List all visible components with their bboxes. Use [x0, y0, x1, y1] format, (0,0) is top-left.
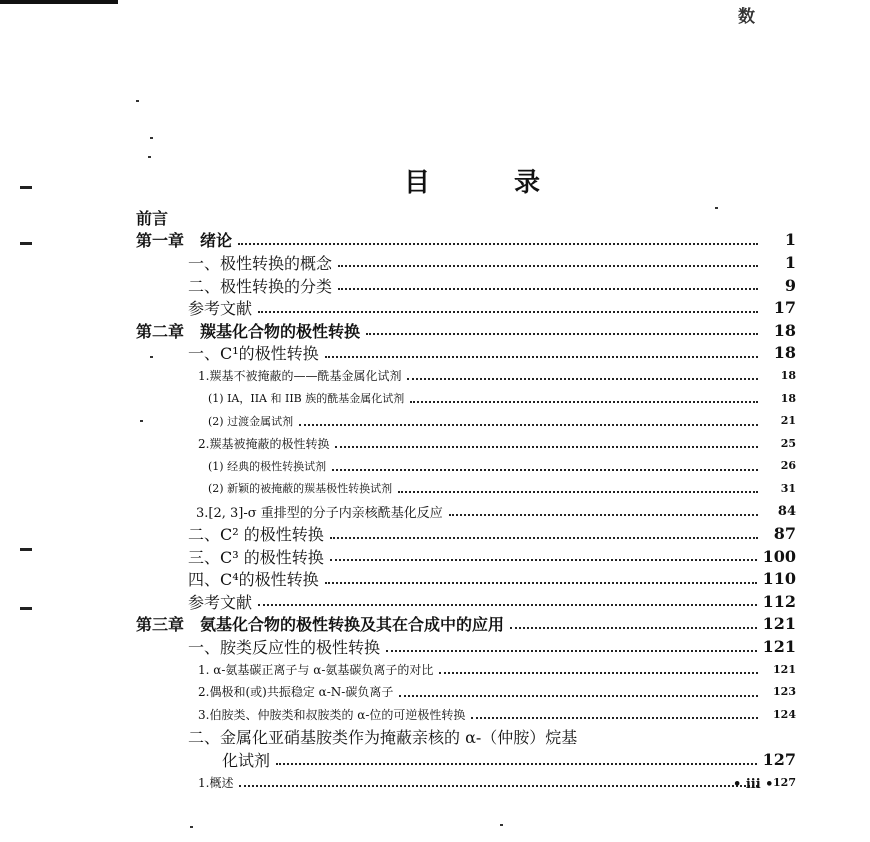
toc-entry-page: 112 — [762, 591, 796, 611]
margin-mark — [20, 242, 32, 245]
toc-entry-label: 3.[2, 3]-σ 重排型的分子内亲核酰基化反应 — [196, 505, 443, 521]
toc-entry — [136, 545, 796, 568]
toc-entry-page: 121 — [762, 637, 796, 657]
toc-entry — [136, 364, 796, 387]
dot-leader — [335, 446, 758, 448]
dot-leader — [510, 627, 757, 629]
dot-leader — [338, 288, 758, 290]
toc-entry-label: 一、C¹的极性转换 — [188, 344, 319, 364]
toc-entry-label: 前言 — [136, 208, 169, 228]
toc-entry-page: 1 — [784, 230, 796, 250]
toc-entry — [136, 206, 796, 229]
dot-leader — [449, 514, 758, 516]
toc-entry — [136, 703, 796, 726]
toc-entry — [136, 251, 796, 274]
toc-entry — [136, 590, 796, 613]
page-title — [404, 162, 544, 199]
dot-leader — [399, 695, 758, 697]
toc-entry-page: 1 — [784, 252, 796, 272]
toc-entry-page: 18 — [780, 391, 796, 405]
dot-leader — [366, 333, 758, 335]
dot-leader — [330, 559, 757, 561]
dot-leader — [325, 356, 758, 358]
corner-mark: 数 — [738, 7, 755, 27]
toc-entry-page: 21 — [780, 414, 796, 428]
toc-entry-label: 四、C⁴的极性转换 — [188, 570, 319, 590]
toc-entry-page: 127 — [762, 750, 796, 770]
toc-entry-label: 第二章 羰基化合物的极性转换 — [136, 321, 361, 341]
toc-entry-page: 25 — [780, 436, 796, 450]
toc-entry-label: 2.羰基被掩蔽的极性转换 — [198, 436, 330, 451]
toc-entry-label: 化试剂 — [222, 751, 271, 771]
dot-leader — [330, 537, 758, 539]
scan-speck — [500, 824, 503, 826]
scan-speck — [148, 156, 151, 158]
dot-leader — [410, 401, 758, 403]
toc-entry — [136, 680, 796, 703]
toc-entry — [136, 342, 796, 365]
toc-entry — [136, 229, 796, 252]
dot-leader — [258, 311, 758, 313]
toc-entry-page: 121 — [762, 614, 796, 634]
toc-entry-page: 110 — [762, 569, 796, 589]
toc-entry-label: 1. α-氨基碳正离子与 α-氨基碳负离子的对比 — [198, 662, 434, 677]
table-of-contents — [136, 206, 796, 793]
toc-entry — [136, 296, 796, 319]
toc-entry-label: 一、胺类反应性的极性转换 — [188, 638, 381, 658]
toc-entry — [136, 771, 796, 794]
scan-speck — [190, 826, 193, 828]
toc-entry-page: 127 — [773, 775, 796, 789]
toc-entry-page: 18 — [780, 368, 796, 382]
toc-entry — [136, 568, 796, 591]
toc-entry — [136, 455, 796, 478]
toc-entry-label: 二、C² 的极性转换 — [188, 525, 324, 545]
toc-entry-label: 二、极性转换的分类 — [188, 276, 333, 296]
toc-entry — [136, 409, 796, 432]
toc-entry-label: 参考文献 — [188, 299, 253, 319]
toc-entry-label: (1) IA，IIA 和 IIB 族的酰基金属化试剂 — [208, 392, 405, 406]
margin-mark — [20, 607, 32, 610]
toc-entry-page: 18 — [773, 320, 796, 340]
toc-entry-label: 1.羰基不被掩蔽的——酰基金属化试剂 — [198, 368, 402, 383]
toc-entry-label: 二、金属化亚硝基胺类作为掩蔽亲核的 α-（仲胺）烷基 — [188, 728, 578, 748]
dot-leader — [386, 650, 757, 652]
page-footer: • iii • — [733, 777, 774, 792]
dot-leader — [471, 717, 758, 719]
dot-leader — [325, 582, 757, 584]
scan-speck — [136, 100, 139, 102]
toc-entry — [136, 319, 796, 342]
toc-entry-page: 9 — [784, 275, 796, 295]
dot-leader — [439, 672, 758, 674]
toc-entry-page: 87 — [773, 524, 796, 544]
toc-entry-label: (1) 经典的极性转换试剂 — [208, 459, 327, 473]
toc-entry-label: 2.偶极和(或)共振稳定 α-N-碳负离子 — [198, 685, 394, 700]
title-char: 目 — [404, 168, 435, 198]
toc-entry — [136, 726, 796, 749]
toc-entry-page: 100 — [762, 546, 796, 566]
toc-entry — [136, 748, 796, 771]
dot-leader — [238, 243, 758, 245]
toc-entry-page: 18 — [773, 343, 796, 363]
dot-leader — [276, 763, 757, 765]
toc-entry-label: 1.概述 — [198, 775, 234, 790]
toc-entry-page: 124 — [773, 707, 796, 721]
margin-mark — [20, 186, 32, 189]
toc-entry — [136, 477, 796, 500]
toc-entry-label: 3.伯胺类、仲胺类和叔胺类的 α-位的可逆极性转换 — [198, 707, 466, 722]
dot-leader — [407, 378, 758, 380]
toc-entry — [136, 613, 796, 636]
toc-entry-label: 参考文献 — [188, 592, 253, 612]
toc-entry-page: 31 — [780, 481, 796, 495]
margin-mark — [20, 548, 32, 551]
toc-entry-label: (2) 新颖的被掩蔽的羰基极性转换试剂 — [208, 482, 393, 496]
toc-entry — [136, 522, 796, 545]
toc-entry-page: 123 — [773, 685, 796, 699]
toc-entry — [136, 500, 796, 523]
dot-leader — [332, 469, 758, 471]
dot-leader — [239, 785, 758, 787]
toc-entry-label: 一、极性转换的概念 — [188, 253, 333, 273]
dot-leader — [338, 265, 758, 267]
toc-entry-page: 121 — [773, 662, 796, 676]
toc-entry-label: (2) 过渡金属试剂 — [208, 414, 294, 428]
toc-entry — [136, 635, 796, 658]
toc-entry-label: 第一章 绪论 — [136, 231, 233, 251]
toc-entry-page: 84 — [777, 503, 796, 519]
dot-leader — [258, 604, 757, 606]
scan-speck — [150, 137, 153, 139]
toc-entry — [136, 274, 796, 297]
toc-entry-label: 三、C³ 的极性转换 — [188, 547, 324, 567]
toc-entry-page: 17 — [773, 298, 796, 318]
toc-entry-label: 第三章 氨基化合物的极性转换及其在合成中的应用 — [136, 615, 505, 635]
toc-entry — [136, 387, 796, 410]
title-char: 录 — [513, 168, 544, 198]
toc-entry — [136, 658, 796, 681]
top-edge-bar — [0, 0, 118, 4]
toc-entry-page: 26 — [780, 459, 796, 473]
dot-leader — [299, 424, 758, 426]
dot-leader — [398, 491, 758, 493]
toc-entry — [136, 432, 796, 455]
